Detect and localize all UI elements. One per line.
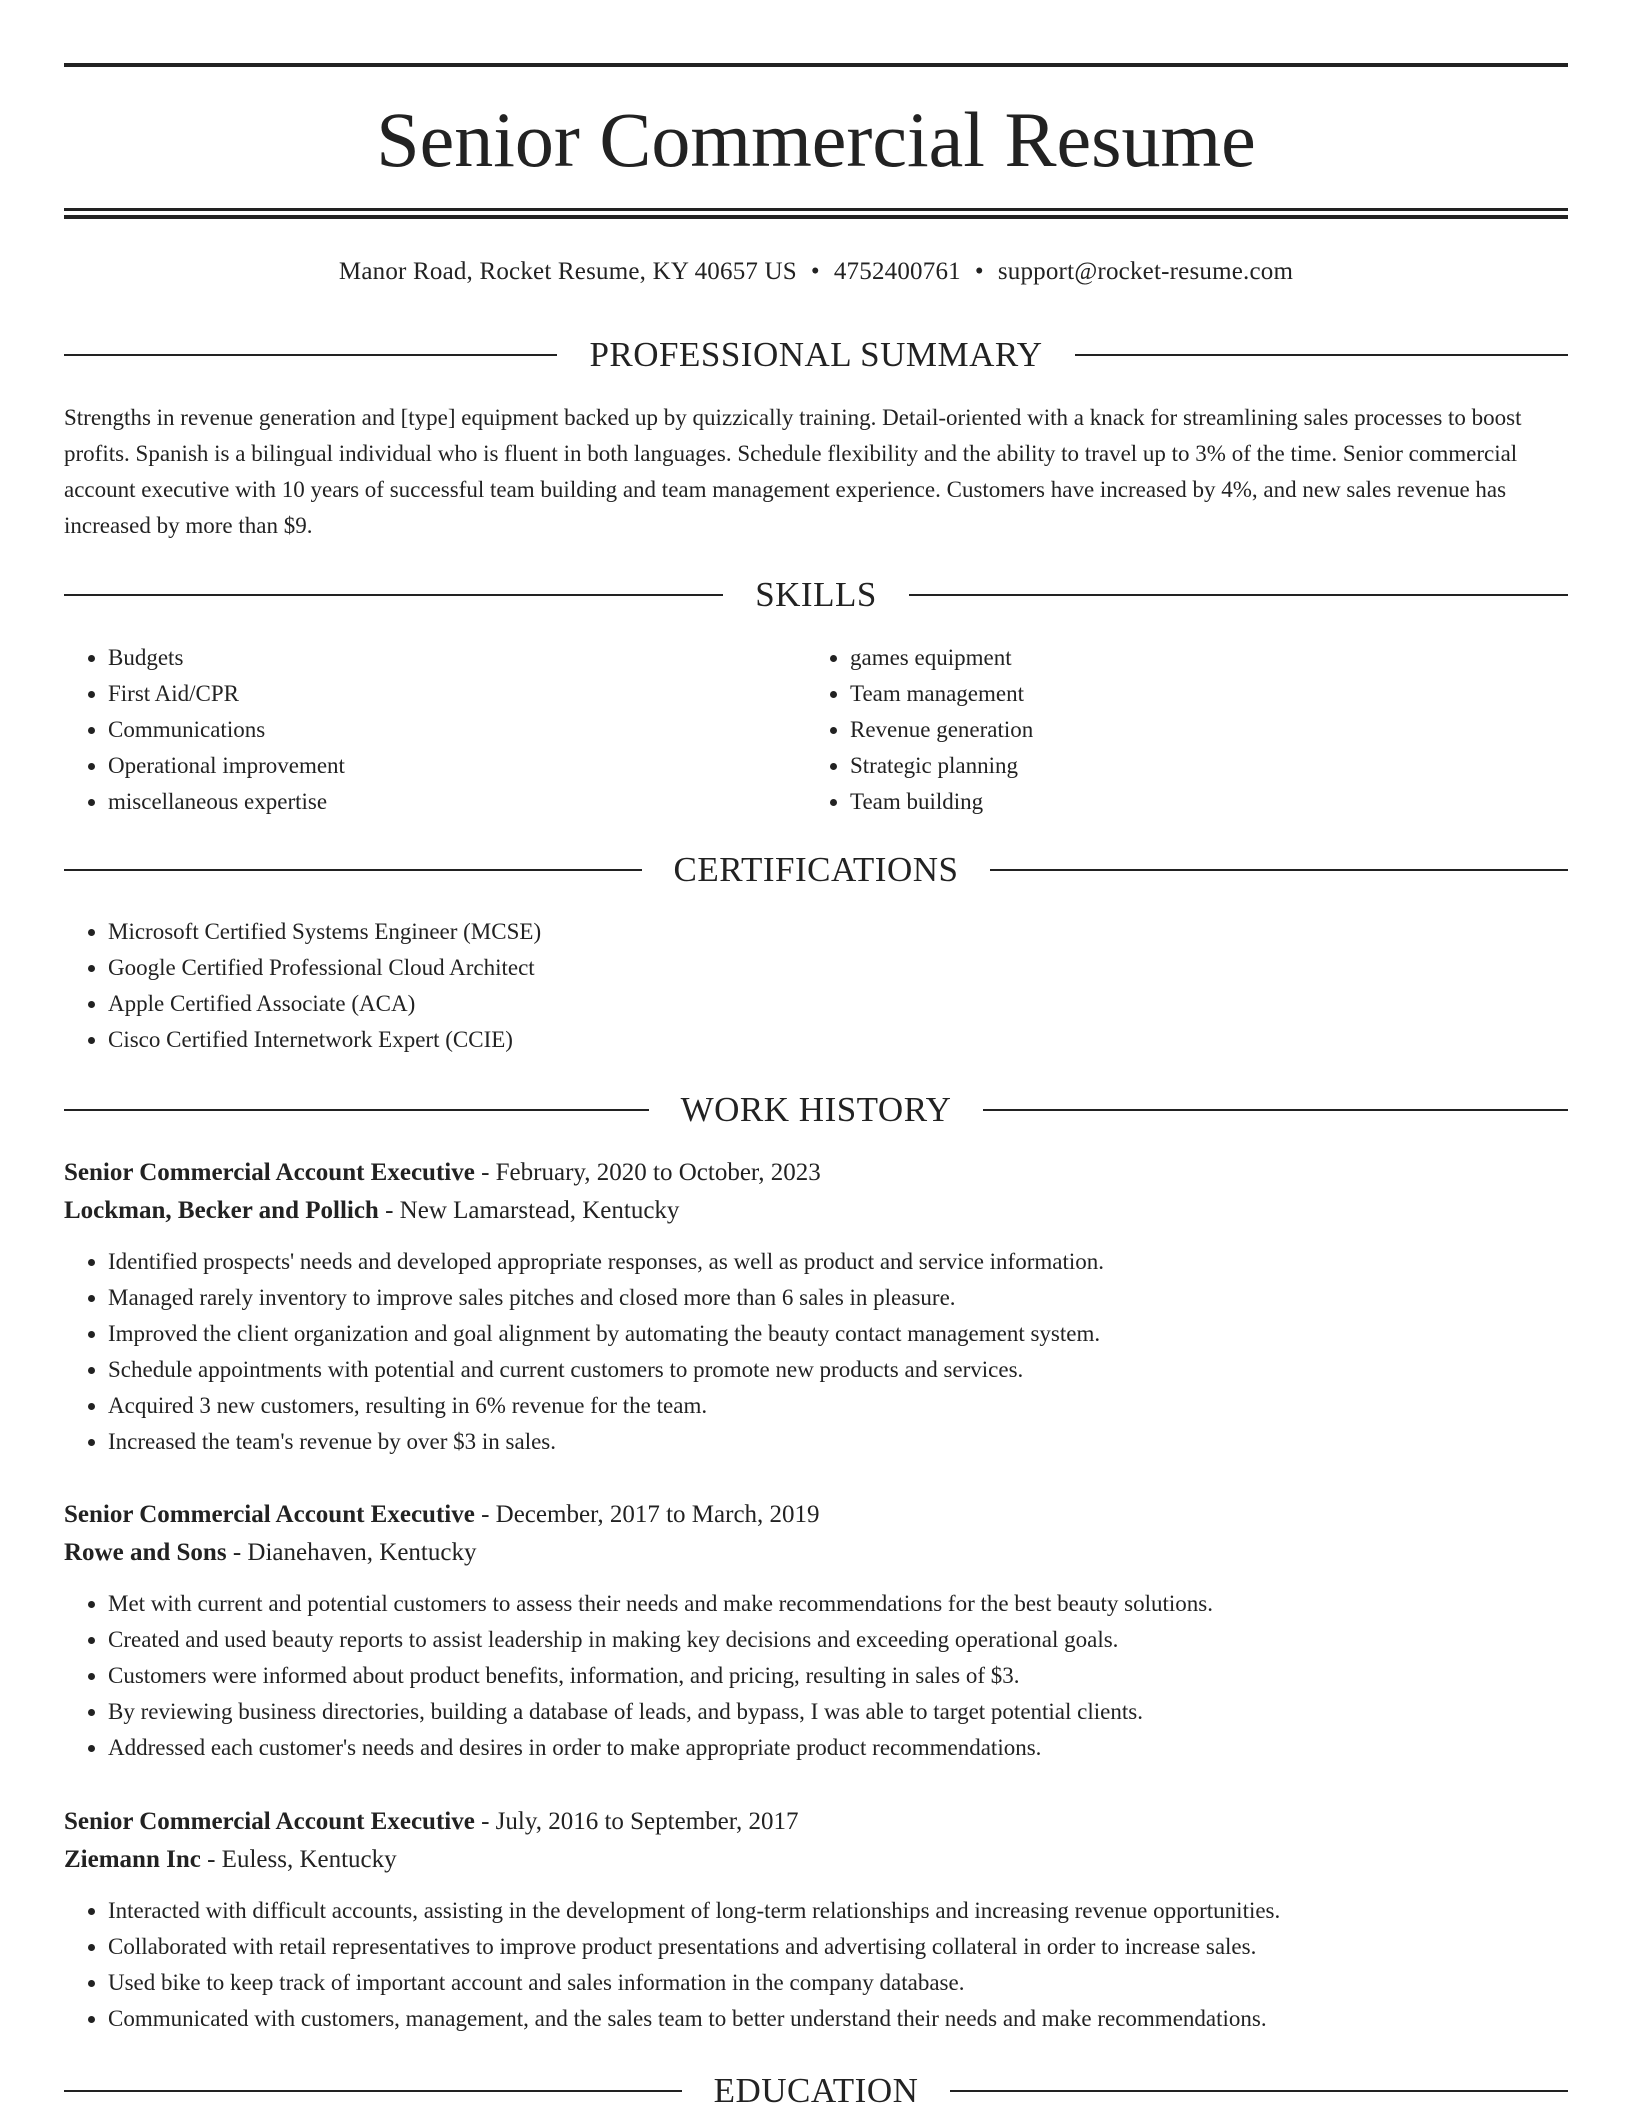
skill-item: • Communications [108,712,764,748]
job-title: Senior Commercial Account Executive [64,1808,475,1835]
section-header-skills [64,570,1568,620]
certification-item: • Apple Certified Associate (ACA) [108,986,1464,1022]
resume-title: Senior Commercial Resume [376,96,1256,183]
job-bullet: • By reviewing business directories, building a database of leads, and bypass, I was able to target potential clients. [108,1694,1568,1730]
job-bullet: • Customers were informed about product benefits, information, and pricing, resulting in sales of $3. [108,1658,1568,1694]
section-rule-left [64,594,723,596]
section-rule-left [64,2090,682,2092]
job-location: Dianehaven, Kentucky [247,1539,477,1566]
section-rule-left [64,1109,649,1111]
skill-item: • First Aid/CPR [108,676,764,712]
section-rule-right [983,1109,1568,1111]
section-rule-left [64,354,557,356]
section-header-work-history [64,1085,1568,1135]
job-bullet: • Met with current and potential customers to assess their needs and make recommendations for the best beauty solutions. [108,1586,1568,1622]
job-company: Rowe and Sons [64,1539,227,1566]
job-bullet: • Interacted with difficult accounts, assisting in the development of long-term relationships and increasing revenue opportunities. [108,1893,1568,1929]
job-bullet: • Managed rarely inventory to improve sales pitches and closed more than 6 sales in pleasure. [108,1280,1568,1316]
job-company-line [64,1841,1568,1879]
skill-item: • Team management [850,676,1506,712]
skill-item: • Operational improvement [108,748,764,784]
certification-item: • Google Certified Professional Cloud Architect [108,950,1464,986]
skill-item: • Team building [850,784,1506,820]
section-rule-right [1075,354,1568,356]
job-company-line [64,1192,1568,1230]
job-dash: - [474,1501,496,1528]
section-title-skills: SKILLS [755,575,877,614]
job-dates: July, 2016 to September, 2017 [495,1808,799,1835]
job-bullet: • Increased the team's revenue by over $3 in sales. [108,1424,1568,1460]
summary-text: Strengths in revenue generation and [type] equipment backed up by quizzically training. Detail-oriented with a knack for streamlining sales processes to boost profits. Spanish is a bilingual individual who is fluent in both languages. Schedule flexibility and the ability to travel up to 3% of the time. Senior commercial account executive with 10 years of successful team building and team management experience. Customers have increased by 4%, and new sales revenue has increased by more than $9. [64,405,1522,538]
section-header-certifications [64,845,1568,895]
job-bullet: • Schedule appointments with potential and current customers to promote new products and services. [108,1352,1568,1388]
skill-item: • Revenue generation [850,712,1506,748]
job-bullet: • Identified prospects' needs and developed appropriate responses, as well as product and service information. [108,1244,1568,1280]
job-bullet: • Acquired 3 new customers, resulting in 6% revenue for the team. [108,1388,1568,1424]
job-title-line [64,1154,1568,1192]
job-title-line [64,1496,1568,1534]
skill-item: • Budgets [108,640,764,676]
certifications-list [64,914,1464,1058]
job-bullet: • Addressed each customer's needs and desires in order to make appropriate product recommendations. [108,1730,1568,1766]
skills-column-left [64,640,764,820]
job-bullet: • Created and used beauty reports to assist leadership in making key decisions and exceeding operational goals. [108,1622,1568,1658]
section-rule-right [909,594,1568,596]
skills-column-right [806,640,1506,820]
contact-phone[interactable]: 4752400761 [833,258,961,285]
top-rule [64,63,1568,67]
section-rule-right [950,2090,1568,2092]
contact-separator: • [974,258,984,285]
job-title: Senior Commercial Account Executive [64,1159,475,1186]
job-dash: - [200,1846,222,1873]
job-dash: - [378,1197,400,1224]
job-bullet: • Collaborated with retail representatives to improve product presentations and advertising collateral in order to increase sales. [108,1929,1568,1965]
section-rule-right [990,869,1568,871]
job-dash: - [226,1539,248,1566]
section-rule-left [64,869,642,871]
skill-item: • miscellaneous expertise [108,784,764,820]
contact-line [64,254,1568,290]
title-double-rule [64,208,1568,219]
section-title-certifications: CERTIFICATIONS [673,850,959,889]
job-bullet: • Used bike to keep track of important account and sales information in the company database. [108,1965,1568,2001]
contact-email[interactable]: support@rocket-resume.com [997,258,1294,285]
job-company-line [64,1534,1568,1572]
job-entry [64,1154,1568,1460]
job-location: New Lamarstead, Kentucky [399,1197,680,1224]
job-dates: February, 2020 to October, 2023 [495,1159,821,1186]
contact-address: Manor Road, Rocket Resume, KY 40657 US [338,258,797,285]
job-entry [64,1496,1568,1766]
job-bullet: • Communicated with customers, management, and the sales team to better understand their needs and make recommendations. [108,2001,1568,2037]
job-company: Ziemann Inc [64,1846,201,1873]
job-title: Senior Commercial Account Executive [64,1501,475,1528]
section-header-summary [64,330,1568,380]
section-title-summary: PROFESSIONAL SUMMARY [589,335,1043,374]
certification-item: • Cisco Certified Internetwork Expert (CCIE) [108,1022,1464,1058]
job-dash: - [474,1808,496,1835]
job-entry [64,1803,1568,2037]
certification-item: • Microsoft Certified Systems Engineer (MCSE) [108,914,1464,950]
job-title-line [64,1803,1568,1841]
job-dates: December, 2017 to March, 2019 [495,1501,820,1528]
section-title-education: EDUCATION [713,2071,919,2110]
section-header-education [64,2066,1568,2116]
job-company: Lockman, Becker and Pollich [64,1197,379,1224]
job-dash: - [474,1159,496,1186]
skill-item: • games equipment [850,640,1506,676]
section-title-work-history: WORK HISTORY [680,1090,952,1129]
job-bullet: • Improved the client organization and goal alignment by automating the beauty contact management system. [108,1316,1568,1352]
skill-item: • Strategic planning [850,748,1506,784]
job-location: Euless, Kentucky [221,1846,397,1873]
contact-separator: • [810,258,820,285]
